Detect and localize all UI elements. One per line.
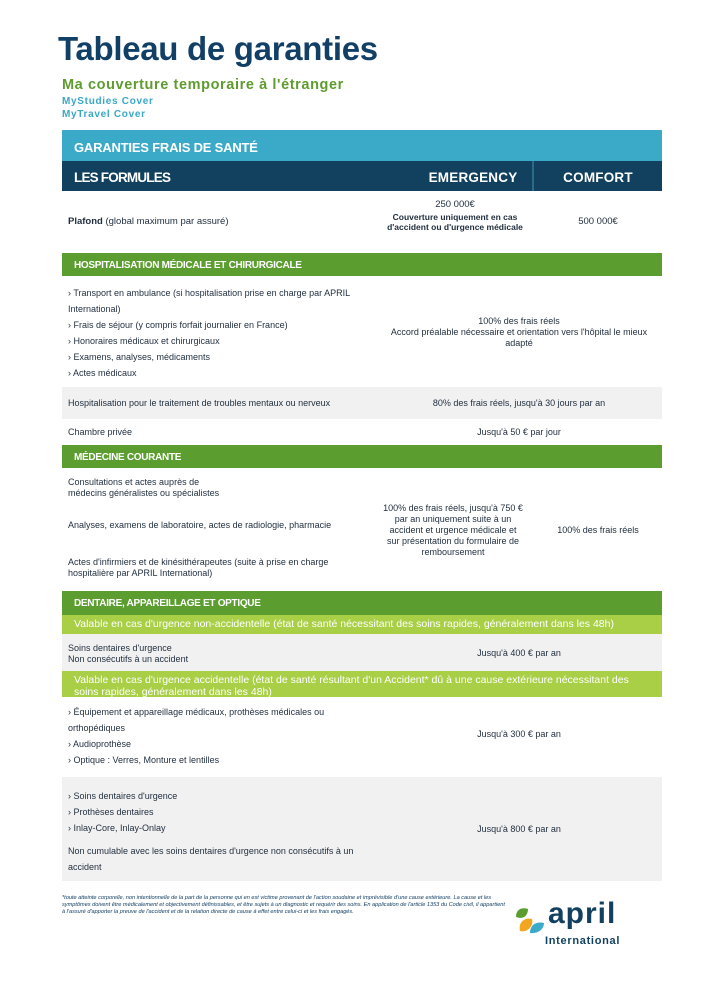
table-column-header: [62, 161, 662, 191]
product-name: MyStudies Cover: [62, 96, 154, 107]
table-row-private-room: [62, 419, 662, 445]
plafond-emergency-note: Couverture uniquement en cas d'accident ou d'urgence médicale: [387, 212, 523, 232]
section-header-medecine: MÉDECINE COURANTE: [62, 445, 662, 468]
dent-item: › Inlay-Core, Inlay-Onlay: [68, 823, 166, 833]
hosp-item: › Transport en ambulance (si hospitalisation prise en charge par APRIL International): [68, 288, 350, 314]
dent-item: › Soins dentaires d'urgence: [68, 791, 178, 801]
hosp-item: › Actes médicaux: [68, 368, 137, 378]
room-value: Jusqu'à 50 € par jour: [477, 427, 561, 437]
equip-item: › Optique : Verres, Monture et lentilles: [68, 755, 220, 765]
notice-non-accidental: Valable en cas d'urgence non-accidentelle (état de santé nécessitant des soins rapides, généralement dans les 48h): [62, 615, 662, 634]
dent-item: › Prothèses dentaires: [68, 807, 154, 817]
page-subtitle: Ma couverture temporaire à l'étranger: [62, 77, 344, 93]
soins-value: Jusqu'à 400 € par an: [477, 648, 561, 658]
mental-value: 80% des frais réels, jusqu'à 30 jours par an: [432, 398, 606, 408]
plafond-comfort-value: 500 000€: [578, 216, 618, 227]
medecine-item: Analyses, examens de laboratoire, actes de radiologie, pharmacie: [68, 520, 332, 530]
plafond-label-note: (global maximum par assuré): [105, 216, 229, 227]
plafond-emergency-amount: 250 000€: [435, 199, 475, 210]
footnote: *toute atteinte corporelle, non intentionnelle de la part de la personne qui en est victime provenant de l'action soudaine et imprévisible d'une cause extérieure. La cause et les symptômes doivent être médicalement et objectivement définissables, et être sujets à un diagnostic et requérir des soins. En application de l'article 1353 du Code civil, il appartient à l'assuré d'apporter la preuve de l'accident et de la relation directe de cause à effet entre celui-ci et les frais engagés.: [62, 895, 505, 915]
medecine-emergency-value: 100% des frais réels, jusqu'à 750 € par an uniquement suite à un accident et urgence médicale et sur présentation du formulaire de remboursement: [383, 503, 523, 557]
table-row-medecine: [62, 468, 662, 591]
hosp-value: 100% des frais réels: [478, 316, 560, 326]
table-row-dentaire: [62, 777, 662, 881]
room-label: Chambre privée: [68, 427, 133, 437]
section-header-dentaire: DENTAIRE, APPAREILLAGE ET OPTIQUE: [62, 591, 662, 615]
april-logo: [514, 897, 640, 951]
equip-item: › Équipement et appareillage médicaux, prothèses médicales ou orthopédiques: [68, 707, 325, 733]
dent-note: Non cumulable avec les soins dentaires d'urgence non consécutifs à un accident: [68, 846, 354, 872]
equip-item: › Audioprothèse: [68, 739, 132, 749]
table-row-hospitalisation-items: [62, 276, 662, 387]
column-emergency: EMERGENCY: [428, 170, 518, 185]
soins-label-note: Non consécutifs à un accident: [68, 654, 189, 664]
notice-accidental: Valable en cas d'urgence accidentelle (état de santé résultant d'un Accident* dû à une cause extérieure nécessitant des soins rapides, généralement dans les 48h): [62, 671, 662, 697]
medecine-item: Actes d'infirmiers et de kinésithérapeutes (suite à prise en charge hospitalière par APRIL International): [68, 557, 329, 578]
column-comfort: COMFORT: [563, 170, 633, 185]
hosp-item: › Honoraires médicaux et chirurgicaux: [68, 336, 220, 346]
logo-subtitle: International: [545, 935, 621, 947]
plafond-label: Plafond: [68, 216, 103, 227]
table-section-header: GARANTIES FRAIS DE SANTÉ: [62, 130, 662, 161]
hosp-item: › Frais de séjour (y compris forfait journalier en France): [68, 320, 288, 330]
table-row-soins-urgence: [62, 634, 662, 671]
plafond-label-group: [68, 214, 229, 230]
logo-brand: april: [548, 897, 617, 930]
table-row-plafond: [62, 191, 662, 253]
soins-label: Soins dentaires d'urgence: [68, 643, 172, 653]
page-title: Tableau de garanties: [58, 30, 378, 67]
dent-value: Jusqu'à 800 € par an: [477, 824, 561, 834]
product-name: MyTravel Cover: [62, 109, 146, 120]
medecine-comfort-value: 100% des frais réels: [557, 525, 639, 535]
table-row-mental: [62, 387, 662, 419]
hosp-item: › Examens, analyses, médicaments: [68, 352, 211, 362]
mental-label: Hospitalisation pour le traitement de troubles mentaux ou nerveux: [68, 398, 331, 408]
equip-value: Jusqu'à 300 € par an: [477, 729, 561, 739]
table-row-equipement: [62, 697, 662, 777]
guarantees-table: [62, 130, 662, 881]
column-formulas: LES FORMULES: [74, 170, 171, 185]
section-header-hospitalisation: HOSPITALISATION MÉDICALE ET CHIRURGICALE: [62, 253, 662, 276]
medecine-item: Consultations et actes auprès de médecins généralistes ou spécialistes: [68, 477, 220, 498]
hosp-value-note: Accord préalable nécessaire et orientation vers l'hôpital le mieux adapté: [390, 327, 648, 348]
